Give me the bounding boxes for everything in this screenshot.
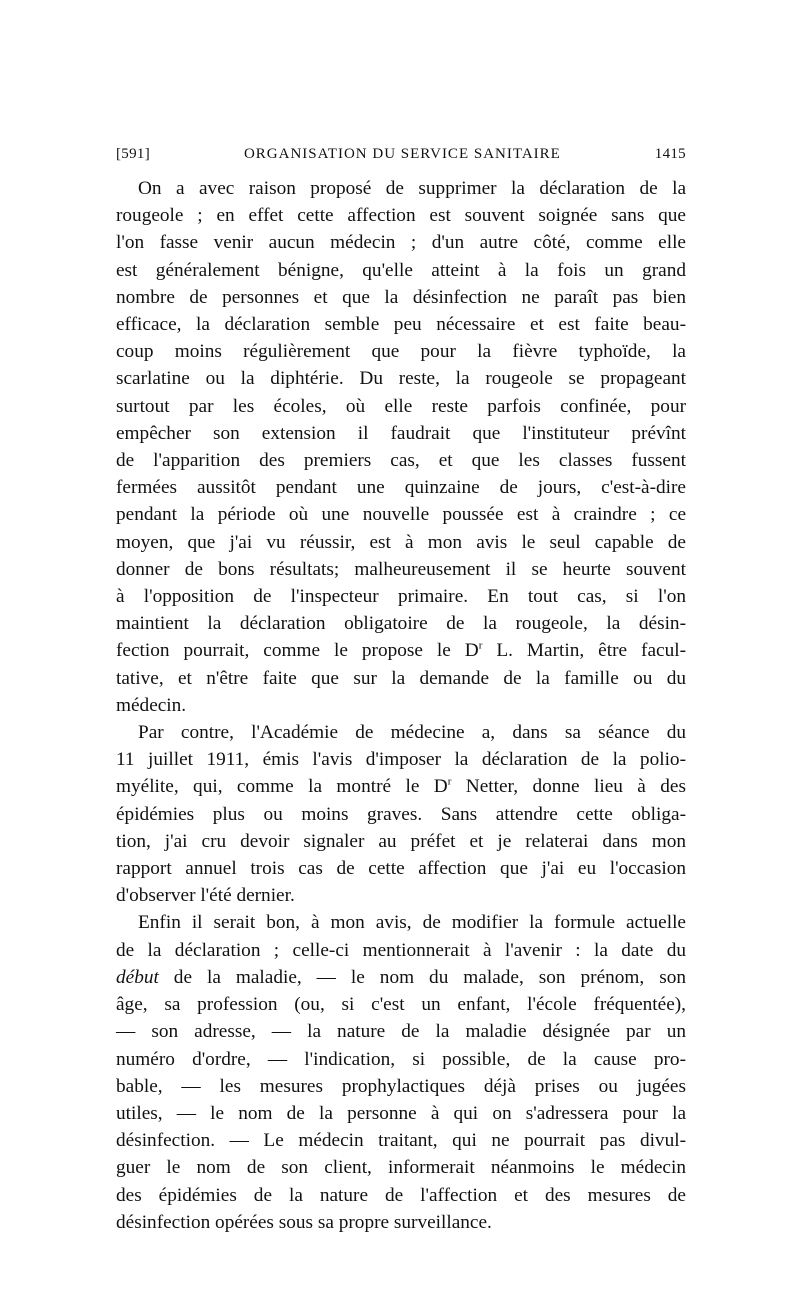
- text-line: à l'opposition de l'inspecteur primaire. En tout cas, si l'on: [116, 586, 686, 608]
- italic-word: début: [116, 966, 159, 988]
- text-line: d'observer l'été dernier.: [116, 885, 295, 907]
- text-line: numéro d'ordre, — l'indication, si possible, de la cause pro-: [116, 1048, 686, 1070]
- page-number: 1415: [654, 146, 686, 162]
- text-line: efficace, la déclaration semble peu nécessaire et est faite beau-: [116, 314, 686, 336]
- text-line: On a avec raison proposé de supprimer la déclaration de la: [138, 178, 686, 199]
- running-title: ORGANISATION DU SERVICE SANITAIRE: [243, 146, 561, 162]
- text-line: de l'apparition des premiers cas, et que les classes fussent: [116, 450, 686, 472]
- superscript: r: [478, 640, 483, 653]
- book-page: [116, 141, 686, 1236]
- text-line: — son adresse, — la nature de la maladie désignée par un: [116, 1021, 686, 1043]
- text-line: utiles, — le nom de la personne à qui on s'adressera pour la: [116, 1102, 686, 1124]
- text-line: rapport annuel trois cas de cette affection que j'ai eu l'occasion: [116, 858, 686, 880]
- text-segment: de la maladie, — le nom du malade, son prénom, son: [158, 966, 686, 988]
- text-segment: myélite, qui, comme la montré le D: [116, 776, 448, 798]
- text-line: coup moins régulièrement que pour la fièvre typhoïde, la: [116, 341, 686, 363]
- text-line: désinfection opérées sous sa propre surveillance.: [116, 1211, 492, 1233]
- text-line: [116, 773, 686, 800]
- text-line: désinfection. — Le médecin traitant, qui ne pourrait pas divul-: [116, 1130, 686, 1152]
- text-line: épidémies plus ou moins graves. Sans attendre cette obliga-: [116, 803, 686, 825]
- text-line: l'on fasse venir aucun médecin ; d'un autre côté, comme elle: [116, 232, 686, 254]
- text-line: pendant la période où une nouvelle poussée est à craindre ; ce: [116, 504, 686, 526]
- text-line: est généralement bénigne, qu'elle atteint à la fois un grand: [116, 259, 686, 281]
- text-segment: L. Martin, être facul-: [482, 640, 686, 662]
- section-reference: [591]: [116, 146, 150, 162]
- text-line: nombre de personnes et que la désinfection ne paraît pas bien: [116, 286, 686, 308]
- text-line: donner de bons résultats; malheureusement il se heurte souvent: [116, 558, 686, 580]
- paragraph-rougeole: [116, 175, 686, 719]
- text-line: guer le nom de son client, informerait néanmoins le médecin: [116, 1157, 686, 1179]
- text-line: rougeole ; en effet cette affection est souvent soignée sans que: [116, 205, 686, 227]
- text-line: empêcher son extension il faudrait que l'instituteur prévînt: [116, 422, 686, 444]
- running-header: [116, 141, 686, 163]
- text-line: moyen, que j'ai vu réussir, est à mon avis le seul capable de: [116, 531, 686, 553]
- text-segment: Netter, donne lieu à des: [451, 776, 686, 798]
- text-line: tion, j'ai cru devoir signaler au préfet et je relaterai dans mon: [116, 830, 686, 852]
- text-segment: fection pourrait, comme le propose le D: [116, 640, 479, 662]
- text-line: scarlatine ou la diphtérie. Du reste, la rougeole se propageant: [116, 368, 686, 390]
- paragraph-poliomyelite: [116, 719, 686, 909]
- text-line: Par contre, l'Académie de médecine a, dans sa séance du: [138, 722, 686, 744]
- text-line: des épidémies de la nature de l'affection et des mesures de: [116, 1184, 686, 1206]
- text-line: Enfin il serait bon, à mon avis, de modifier la formule actuelle: [138, 912, 686, 934]
- text-line: fermées aussitôt pendant une quinzaine de jours, c'est-à-dire: [116, 477, 686, 499]
- text-line: âge, sa profession (ou, si c'est un enfant, l'école fréquentée),: [116, 994, 686, 1016]
- text-line: surtout par les écoles, où elle reste parfois confinée, pour: [116, 395, 686, 417]
- text-line: [116, 964, 686, 991]
- text-line: maintient la déclaration obligatoire de la rougeole, la désin-: [116, 613, 686, 635]
- text-line: médecin.: [116, 694, 187, 716]
- paragraph-declaration: [116, 909, 686, 1235]
- text-line: bable, — les mesures prophylactiques déjà prises ou jugées: [116, 1075, 686, 1097]
- text-line: de la déclaration ; celle-ci mentionnerait à l'avenir : la date du: [116, 939, 686, 961]
- text-line: [116, 637, 686, 664]
- text-line: tative, et n'être faite que sur la demande de la famille ou du: [116, 667, 686, 689]
- text-line: 11 juillet 1911, émis l'avis d'imposer la déclaration de la polio-: [116, 749, 686, 771]
- superscript: r: [447, 776, 452, 789]
